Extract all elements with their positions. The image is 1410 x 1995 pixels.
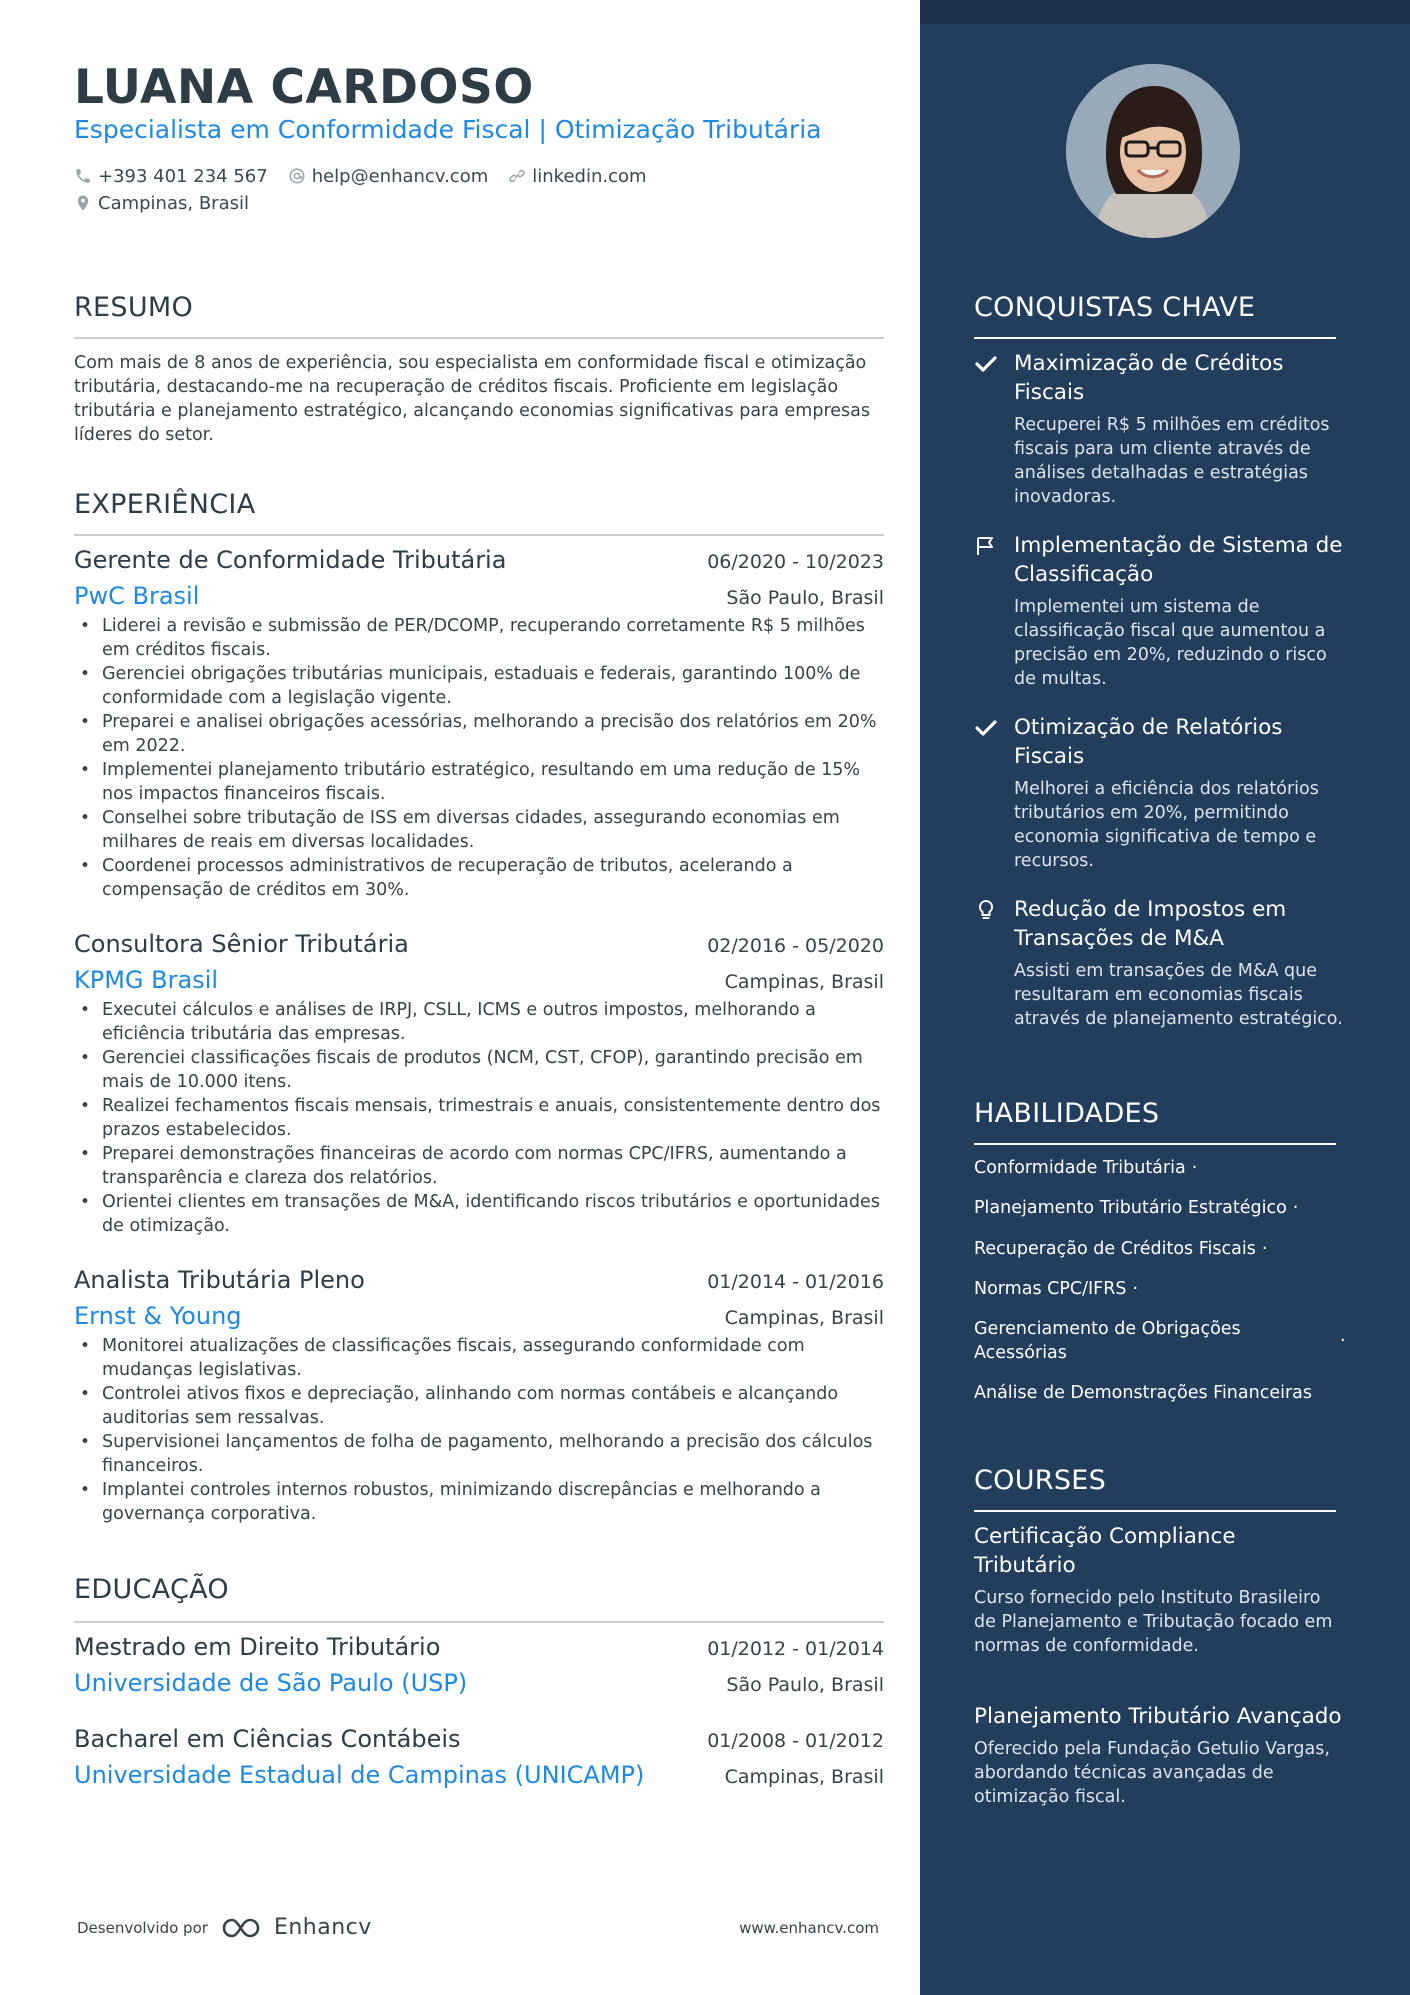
job-bullets bbox=[74, 1334, 884, 1526]
job-bullet: • Gerenciei classificações fiscais de produtos (NCM, CST, CFOP), garantindo precisão em mais de 10.000 itens. bbox=[74, 1046, 884, 1094]
achievement-desc: Implementei um sistema de classificação fiscal que aumentou a precisão em 20%, reduzindo o risco de multas. bbox=[1014, 597, 1327, 689]
education-heading: EDUCAÇÃO bbox=[74, 1574, 229, 1605]
job-bullet: • Gerenciei obrigações tributárias municipais, estaduais e federais, garantindo 100% de conformidade com a legislação vigente. bbox=[74, 662, 884, 710]
job-bullets bbox=[74, 614, 884, 902]
job-company[interactable]: KPMG Brasil bbox=[74, 966, 219, 994]
experience-heading: EXPERIÊNCIA bbox=[74, 489, 256, 520]
skill-label: Recuperação de Créditos Fiscais bbox=[974, 1239, 1256, 1259]
summary-heading: RESUMO bbox=[74, 292, 194, 323]
candidate-name: LUANA CARDOSO bbox=[74, 60, 534, 115]
achievement-desc: Assisti em transações de M&A que resultaram em economias fiscais através de planejamento estratégico. bbox=[1014, 961, 1343, 1029]
skill-item bbox=[974, 1277, 1348, 1301]
job-bullet: • Implementei planejamento tributário estratégico, resultando em uma redução de 15% nos impactos financeiros fiscais. bbox=[74, 758, 884, 806]
skill-separator: · bbox=[1292, 1198, 1299, 1218]
job-bullet: • Realizei fechamentos fiscais mensais, trimestrais e anuais, consistentemente dentro dos prazos estabelecidos. bbox=[74, 1094, 884, 1142]
education-dates: 01/2012 - 01/2014 bbox=[707, 1638, 884, 1660]
enhancv-logo-icon bbox=[220, 1916, 266, 1940]
flag-icon bbox=[974, 534, 998, 558]
check-icon bbox=[974, 352, 998, 376]
email-text: help@enhancv.com bbox=[311, 165, 489, 187]
skill-item bbox=[974, 1237, 1348, 1261]
achievement-item bbox=[974, 349, 1344, 509]
job-bullet: • Coordenei processos administrativos de recuperação de tributos, acelerando a compensação de créditos em 30%. bbox=[74, 854, 884, 902]
job-bullet: • Preparei e analisei obrigações acessórias, melhorando a precisão dos relatórios em 20% em 2022. bbox=[74, 710, 884, 758]
courses-divider bbox=[974, 1510, 1336, 1512]
job-bullet: • Preparei demonstrações financeiras de acordo com normas CPC/IFRS, aumentando a transparência e clareza dos relatórios. bbox=[74, 1142, 884, 1190]
skill-item bbox=[974, 1381, 1348, 1405]
lightbulb-icon bbox=[974, 898, 998, 922]
degree: Mestrado em Direito Tributário bbox=[74, 1633, 441, 1661]
phone-text: +393 401 234 567 bbox=[98, 165, 268, 187]
summary-text: Com mais de 8 anos de experiência, sou especialista em conformidade fiscal e otimização tributária, destacando-me na recuperação de créditos fiscais. Proficiente em legislação tributária e planejamento estratégico, alcançando economias significativas para empresas líderes do setor. bbox=[74, 353, 870, 445]
job-entry bbox=[74, 546, 884, 902]
location-text: Campinas, Brasil bbox=[98, 192, 249, 214]
email-contact[interactable] bbox=[288, 166, 489, 187]
skill-item bbox=[974, 1196, 1348, 1220]
job-dates: 01/2014 - 01/2016 bbox=[707, 1271, 884, 1293]
job-bullet: • Conselhei sobre tributação de ISS em diversas cidades, assegurando economias em milhares de reais em diversas localidades. bbox=[74, 806, 884, 854]
linkedin-text: linkedin.com bbox=[532, 165, 647, 187]
job-role: Analista Tributária Pleno bbox=[74, 1266, 365, 1294]
skill-separator: · bbox=[1340, 1331, 1346, 1351]
job-dates: 06/2020 - 10/2023 bbox=[707, 551, 884, 573]
skill-separator: · bbox=[1132, 1279, 1139, 1299]
achievement-title: Redução de Impostos em Transações de M&A bbox=[1014, 897, 1287, 951]
skills-divider bbox=[974, 1143, 1336, 1145]
skill-item bbox=[974, 1317, 1274, 1365]
experience-divider bbox=[74, 534, 884, 536]
location-pin-icon bbox=[74, 194, 92, 212]
education-divider bbox=[74, 1621, 884, 1623]
skill-label: Análise de Demonstrações Financeiras bbox=[974, 1383, 1313, 1403]
achievements-divider bbox=[974, 337, 1336, 339]
sidebar bbox=[920, 0, 1410, 1995]
job-entry bbox=[74, 1266, 884, 1526]
course-desc: Curso fornecido pelo Instituto Brasileiro de Planejamento e Tributação focado em normas de conformidade. bbox=[974, 1588, 1333, 1656]
job-bullet: • Monitorei atualizações de classificações fiscais, assegurando conformidade com mudanças legislativas. bbox=[74, 1334, 884, 1382]
job-company[interactable]: Ernst & Young bbox=[74, 1302, 242, 1330]
job-bullet: • Liderei a revisão e submissão de PER/DCOMP, recuperando corretamente R$ 5 milhões em créditos fiscais. bbox=[74, 614, 884, 662]
at-icon bbox=[288, 167, 306, 185]
link-icon bbox=[508, 167, 526, 185]
course-desc: Oferecido pela Fundação Getulio Vargas, abordando técnicas avançadas de otimização fiscal. bbox=[974, 1739, 1330, 1807]
contact-info bbox=[74, 163, 874, 217]
achievement-title: Implementação de Sistema de Classificação bbox=[1014, 533, 1343, 587]
job-bullet: • Executei cálculos e análises de IRPJ, CSLL, ICMS e outros impostos, melhorando a eficiência tributária das empresas. bbox=[74, 998, 884, 1046]
website-link[interactable]: www.enhancv.com bbox=[739, 1918, 879, 1937]
achievement-desc: Melhorei a eficiência dos relatórios tributários em 20%, permitindo economia significativa de tempo e recursos. bbox=[1014, 779, 1319, 871]
job-dates: 02/2016 - 05/2020 bbox=[707, 935, 884, 957]
footer bbox=[77, 1915, 879, 1940]
skill-label: Conformidade Tributária bbox=[974, 1158, 1186, 1178]
avatar bbox=[1066, 64, 1240, 238]
school[interactable]: Universidade de São Paulo (USP) bbox=[74, 1669, 468, 1697]
course-item bbox=[974, 1702, 1344, 1809]
achievement-item bbox=[974, 531, 1344, 691]
skill-label: Normas CPC/IFRS bbox=[974, 1279, 1127, 1299]
job-entry bbox=[74, 930, 884, 1238]
course-item bbox=[974, 1522, 1344, 1658]
powered-by-text: Desenvolvido por bbox=[77, 1918, 208, 1937]
check-icon bbox=[974, 716, 998, 740]
education-location: Campinas, Brasil bbox=[724, 1766, 884, 1788]
achievement-item bbox=[974, 895, 1344, 1031]
education-entry bbox=[74, 1633, 884, 1697]
skill-separator: · bbox=[1261, 1239, 1268, 1259]
achievements-heading: CONQUISTAS CHAVE bbox=[974, 292, 1256, 323]
skill-separator: · bbox=[1191, 1158, 1198, 1178]
linkedin-contact[interactable] bbox=[508, 166, 646, 187]
education-location: São Paulo, Brasil bbox=[726, 1674, 884, 1696]
sidebar-top-bar bbox=[920, 0, 1410, 24]
phone-contact[interactable] bbox=[74, 166, 268, 187]
summary-divider bbox=[74, 337, 884, 339]
course-title: Certificação Compliance Tributário bbox=[974, 1524, 1236, 1578]
job-role: Consultora Sênior Tributária bbox=[74, 930, 409, 958]
job-bullets bbox=[74, 998, 884, 1238]
school[interactable]: Universidade Estadual de Campinas (UNICAMP) bbox=[74, 1761, 645, 1789]
course-title: Planejamento Tributário Avançado bbox=[974, 1704, 1342, 1729]
job-bullet: • Supervisionei lançamentos de folha de pagamento, melhorando a precisão dos cálculos financeiros. bbox=[74, 1430, 884, 1478]
skill-item bbox=[974, 1156, 1348, 1180]
degree: Bacharel em Ciências Contábeis bbox=[74, 1725, 461, 1753]
phone-icon bbox=[74, 167, 92, 185]
achievement-title: Maximização de Créditos Fiscais bbox=[1014, 351, 1284, 405]
achievement-item bbox=[974, 713, 1344, 873]
achievement-title: Otimização de Relatórios Fiscais bbox=[1014, 715, 1283, 769]
education-entry bbox=[74, 1725, 884, 1789]
job-role: Gerente de Conformidade Tributária bbox=[74, 546, 507, 574]
enhancv-brand: Enhancv bbox=[273, 1915, 372, 1940]
candidate-title: Especialista em Conformidade Fiscal | Otimização Tributária bbox=[74, 115, 822, 144]
location-contact bbox=[74, 193, 249, 214]
job-location: Campinas, Brasil bbox=[724, 971, 884, 993]
job-location: Campinas, Brasil bbox=[724, 1307, 884, 1329]
job-bullet: • Orientei clientes em transações de M&A, identificando riscos tributários e oportunidades de otimização. bbox=[74, 1190, 884, 1238]
skill-label: Gerenciamento de Obrigações Acessórias bbox=[974, 1319, 1241, 1363]
job-company[interactable]: PwC Brasil bbox=[74, 582, 200, 610]
job-bullet: • Implantei controles internos robustos, minimizando discrepâncias e melhorando a governança corporativa. bbox=[74, 1478, 884, 1526]
courses-heading: COURSES bbox=[974, 1465, 1107, 1496]
achievement-desc: Recuperei R$ 5 milhões em créditos fiscais para um cliente através de análises detalhadas e estratégias inovadoras. bbox=[1014, 415, 1330, 507]
job-bullet: • Controlei ativos fixos e depreciação, alinhando com normas contábeis e alcançando auditorias sem ressalvas. bbox=[74, 1382, 884, 1430]
skill-label: Planejamento Tributário Estratégico bbox=[974, 1198, 1287, 1218]
skills-heading: HABILIDADES bbox=[974, 1098, 1160, 1129]
education-dates: 01/2008 - 01/2012 bbox=[707, 1730, 884, 1752]
job-location: São Paulo, Brasil bbox=[726, 587, 884, 609]
